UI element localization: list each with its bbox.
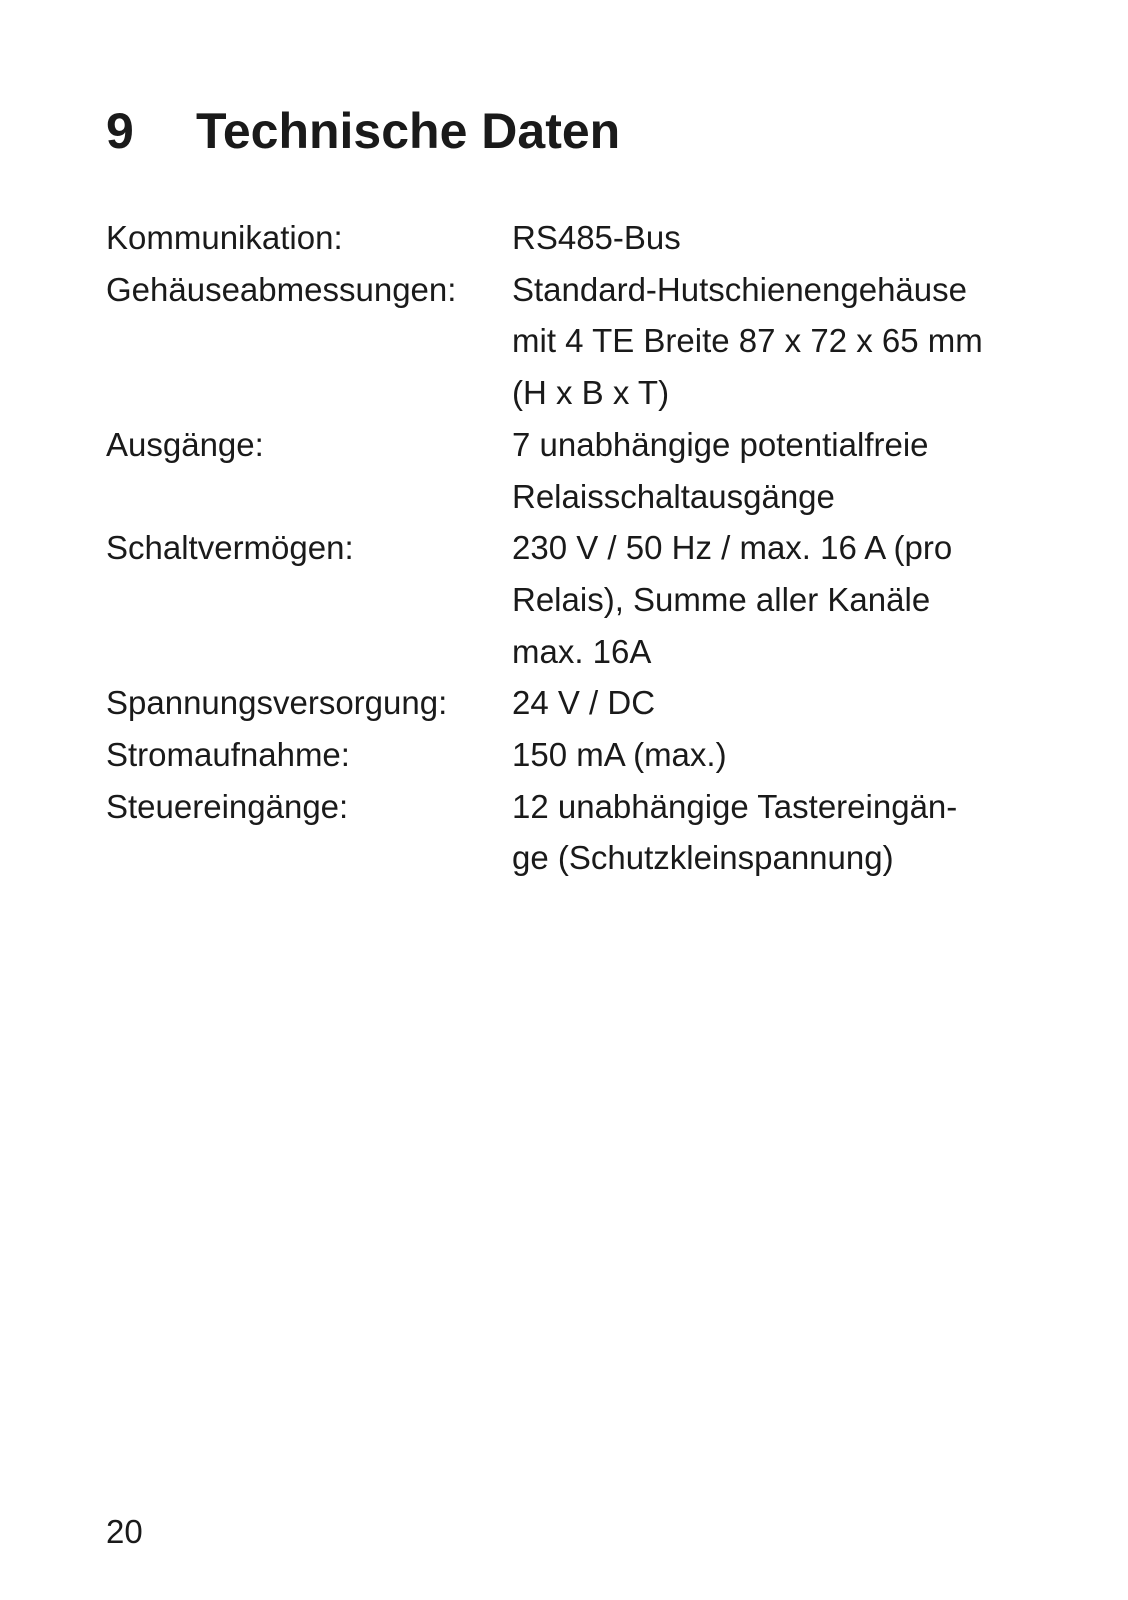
spec-label: Schaltvermögen:	[106, 529, 354, 567]
page-number: 20	[106, 1513, 143, 1550]
page-title	[106, 98, 620, 164]
spec-value-line: RS485-Bus	[512, 219, 681, 256]
spec-value	[512, 212, 1026, 264]
chapter-title: Technische Daten	[196, 103, 621, 159]
spec-value-line: max. 16A	[512, 632, 652, 670]
spec-row-steuereingaenge	[106, 781, 1026, 884]
spec-value-line: mit 4 TE Breite 87 x 72 x 65 mm	[512, 322, 983, 360]
spec-row-kommunikation	[106, 212, 1026, 264]
spec-label: Ausgänge:	[106, 425, 264, 463]
spec-row-spannungsversorgung	[106, 677, 1026, 729]
spec-value	[512, 522, 1026, 677]
spec-value	[512, 419, 1026, 522]
spec-value-line: 230 V / 50 Hz / max. 16 A (pro	[512, 529, 953, 567]
spec-label: Spannungsversorgung:	[106, 684, 448, 722]
spec-value	[512, 781, 1026, 884]
chapter-number: 9	[106, 103, 134, 159]
spec-label: Stromaufnahme:	[106, 736, 350, 774]
spec-value-line: 12 unabhängige Tastereingän-	[512, 787, 958, 825]
spec-label: Kommunikation:	[106, 219, 343, 256]
spec-table	[106, 212, 1026, 884]
spec-row-schaltvermoegen	[106, 522, 1026, 677]
spec-row-gehaeuseabmessungen	[106, 264, 1026, 419]
spec-value-line: (H x B x T)	[512, 374, 670, 412]
spec-value	[512, 729, 1026, 781]
spec-value	[512, 677, 1026, 729]
spec-value-line: Relais), Summe aller Kanäle	[512, 580, 931, 618]
spec-label: Steuereingänge:	[106, 787, 349, 825]
spec-value-line: Relaisschaltausgänge	[512, 477, 835, 515]
spec-value	[512, 264, 1026, 419]
spec-value-line: 150 mA (max.)	[512, 736, 727, 774]
spec-value-line: 7 unabhängige potentialfreie	[512, 425, 929, 463]
spec-value-line: Standard-Hutschienengehäuse	[512, 270, 967, 308]
spec-label: Gehäuseabmessungen:	[106, 270, 457, 308]
spec-value-line: 24 V / DC	[512, 684, 656, 722]
spec-value-line: ge (Schutzkleinspannung)	[512, 839, 894, 877]
spec-row-ausgaenge	[106, 419, 1026, 522]
spec-row-stromaufnahme	[106, 729, 1026, 781]
